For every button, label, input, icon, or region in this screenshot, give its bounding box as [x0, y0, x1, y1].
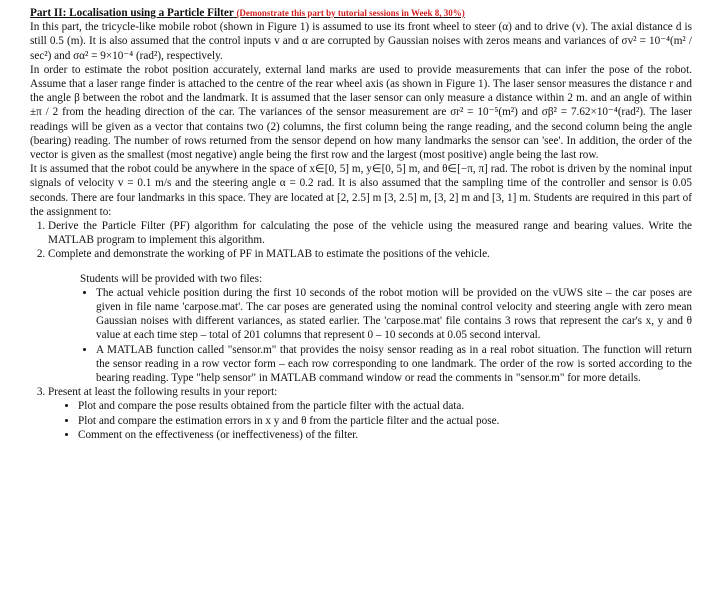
task-item: 1. Derive the Particle Filter (PF) algorithm for calculating the pose of the vehicle using the measured range and bearing values. Write the MATLAB program to implement this algorithm. [48, 219, 692, 247]
provided-files-list [30, 286, 692, 385]
result-item: • Comment on the effectiveness (or ineffectiveness) of the filter. [78, 428, 692, 442]
section-heading [30, 6, 692, 20]
provided-files-block [30, 272, 692, 286]
results-list [30, 385, 692, 442]
results-intro-text: Present at least the following results in your report: [48, 386, 278, 399]
task-item: 2. Complete and demonstrate the working of PF in MATLAB to estimate the positions of the vehicle. [48, 247, 692, 261]
results-bullets [48, 399, 692, 442]
task-list [30, 219, 692, 262]
provided-intro: Students will be provided with two files: [80, 272, 263, 285]
result-item: • Plot and compare the pose results obtained from the particle filter with the actual data. [78, 399, 692, 413]
section-note: (Demonstrate this part by tutorial sessions in Week 8, 30%) [236, 8, 465, 18]
file-item: • The actual vehicle position during the first 10 seconds of the robot motion will be provided on the vUWS site – the car poses are given in file name 'carpose.mat'. The car poses are generated using the nominal control velocity and steering angle with zero mean Gaussian noises with different variances, as stated earlier. The 'carpose.mat' file contains 3 rows that represent the car's x, y and θ value at each time step – total of 201 columns that represent 0 – 10 seconds at 0.05 second interval. [96, 286, 692, 343]
results-intro [48, 385, 692, 442]
result-item: • Plot and compare the estimation errors in x y and θ from the particle filter and the actual pose. [78, 414, 692, 428]
file-item: • A MATLAB function called "sensor.m" that provides the noisy sensor reading as in a real robot situation. The function will return the sensor reading in a row vector form – each row corresponding to one landmark. The order of the row is sorted according to the bearing reading. Type "help sensor" in MATLAB command window or read the comments in "sensor.m" for more details. [96, 343, 692, 386]
paragraph-sensor: In order to estimate the robot position accurately, external land marks are used to provide measurements that can infer the pose of the robot. Assume that a laser range finder is attached to the centre of the rear wheel axis (as shown in Figure 1). The laser sensor measures the distance r and the angle β between the robot and the landmark. It is assumed that the laser sensor can only measure a distance within 2 m. and an angle of within ±π / 2 from the heading direction of the car. The variances of the sensor measurement are σr² = 10⁻⁵(m²) and σβ² = 7.62×10⁻⁴(rad²). The laser readings will be given as a vector that contains two (2) columns, the first column being the range reading, and the second column being the angle (bearing) reading. The number of rows returned from the sensor depend on how many landmarks the sensor can 'see'. In addition, the order of the vector is given as the smallest (most negative) angle being the first row and the largest (most positive) angle being the last row. [30, 63, 692, 162]
section-title: Part II: Localisation using a Particle Filter [30, 7, 234, 19]
paragraph-assumptions: It is assumed that the robot could be anywhere in the space of x∈[0, 5] m, y∈[0, 5] m, and θ∈[−π, π] rad. The robot is driven by the nominal input signals of velocity v = 0.1 m/s and the steering angle α = 0.2 rad. It is also assumed that the sampling time of the controller and sensor is 0.05 seconds. There are four landmarks in this space. They are located at [2, 2.5] m [3, 2.5] m, [3, 2] m and [3, 1] m. Students are required in this part of the assignment to: [30, 163, 692, 218]
paragraph-noise-model: In this part, the tricycle-like mobile robot (shown in Figure 1) is assumed to use its front wheel to steer (α) and to drive (v). The axial distance d is still 0.5 (m). It is also assumed that the control inputs v and α are corrupted by Gaussian noises with zeros means and variances of σv² = 10⁻⁴(m² / sec²) and σα² = 9×10⁻⁴ (rad²), respectively. [30, 21, 692, 62]
